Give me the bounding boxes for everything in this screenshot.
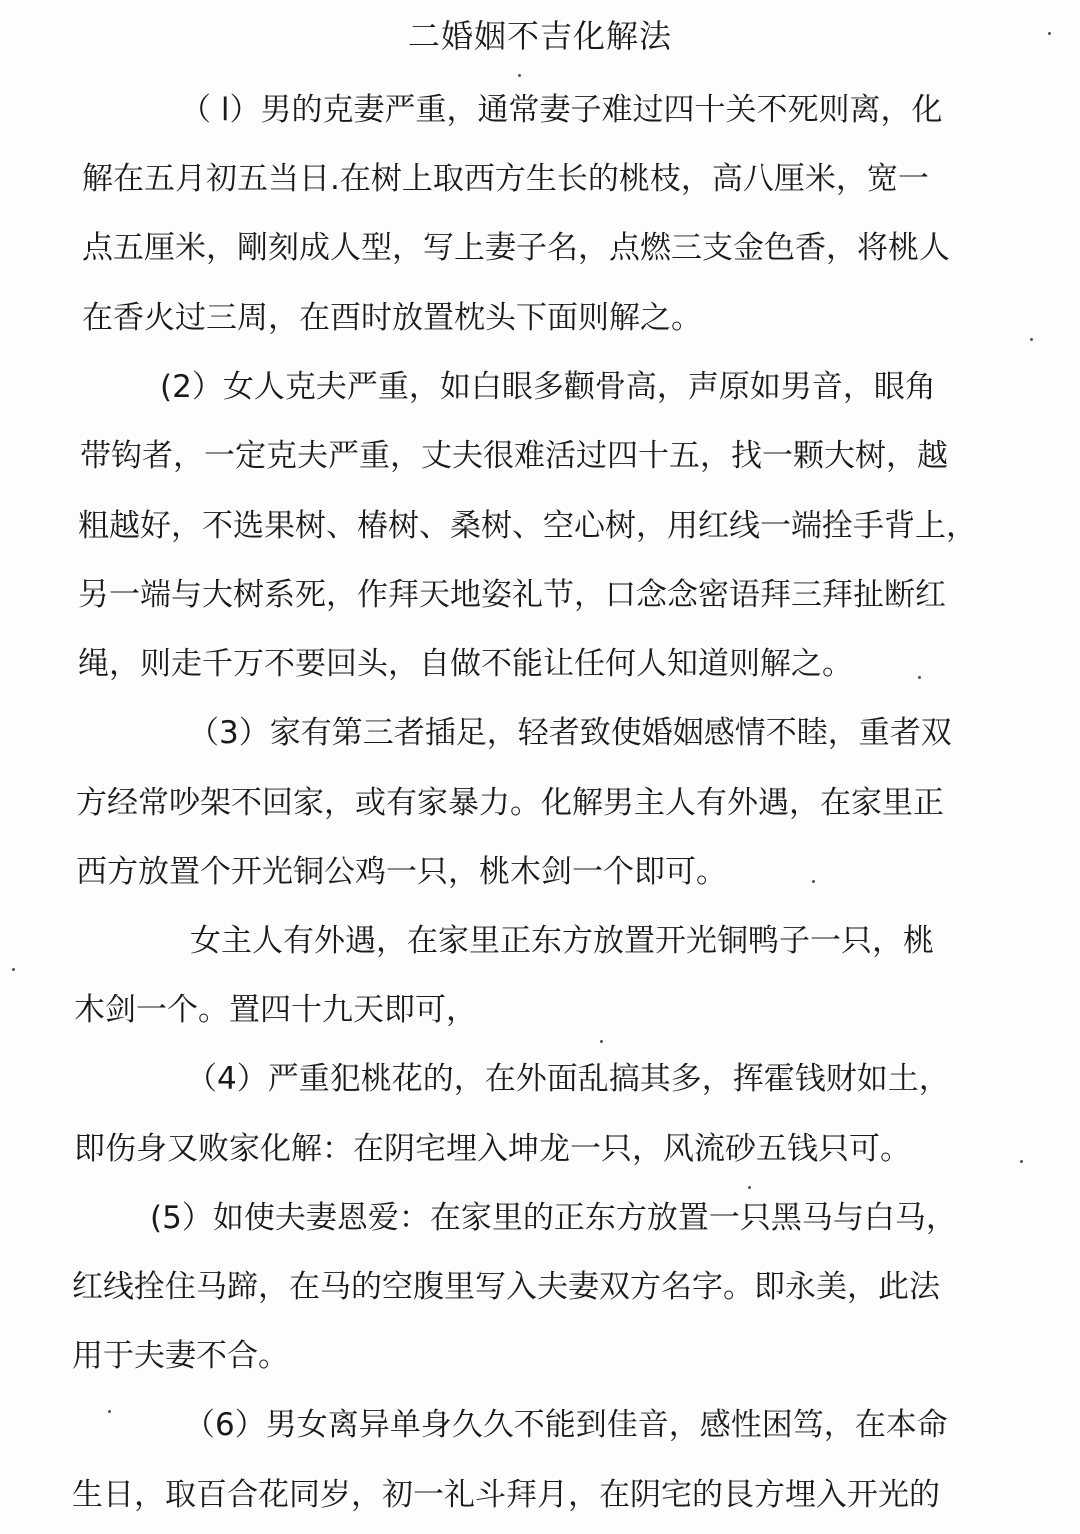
text-line: 带钩者，一定克夫严重，丈夫很难活过四十五，找一颗大树，越 bbox=[80, 438, 948, 474]
text-line: 在香火过三周，在酉时放置枕头下面则解之。 bbox=[82, 300, 702, 336]
text-line: 用于夫妻不合。 bbox=[72, 1338, 289, 1374]
text-line: 西方放置个开光铜公鸡一只，桃木剑一个即可。 bbox=[76, 854, 727, 890]
scan-speck bbox=[518, 74, 521, 77]
scan-speck bbox=[1030, 338, 1033, 341]
text-line: （6）男女离异单身久久不能到佳音，感性困笃，在本命 bbox=[184, 1407, 948, 1443]
text-line: 生日，取百合花同岁，初一礼斗拜月，在阴宅的艮方埋入开光的 bbox=[72, 1477, 940, 1513]
text-line: 方经常吵架不回家，或有家暴力。化解男主人有外遇，在家里正 bbox=[76, 785, 944, 821]
text-line: 粗越好，不选果树、椿树、桑树、空心树，用红线一端拴手背上， bbox=[78, 508, 977, 544]
text-line: 点五厘米，剛刻成人型，写上妻子名，点燃三支金色香，将桃人 bbox=[82, 230, 950, 266]
text-line: 解在五月初五当日.在树上取西方生长的桃枝，高八厘米，宽一 bbox=[82, 161, 929, 197]
text-line: 另一端与大树系死，作拜天地姿礼节，口念念密语拜三拜扯断红 bbox=[78, 577, 946, 613]
scan-speck bbox=[600, 1040, 603, 1043]
text-line: （4）严重犯桃花的，在外面乱搞其多，挥霍钱财如土， bbox=[186, 1061, 950, 1097]
scan-speck bbox=[1020, 1160, 1023, 1163]
scan-speck bbox=[812, 880, 815, 883]
scan-speck bbox=[1048, 32, 1051, 35]
scan-speck bbox=[108, 1410, 111, 1413]
text-line: (5）如使夫妻恩爱：在家里的正东方放置一只黑马与白马， bbox=[150, 1200, 957, 1236]
text-line: 即伤身又败家化解：在阴宅埋入坤龙一只，风流砂五钱只可。 bbox=[74, 1131, 911, 1167]
text-line: 女主人有外遇，在家里正东方放置开光铜鸭子一只，桃 bbox=[190, 923, 934, 959]
document-title: 二婚姻不吉化解法 bbox=[407, 17, 672, 55]
text-line: (2）女人克夫严重，如白眼多颧骨高，声原如男音，眼角 bbox=[160, 369, 936, 405]
scan-speck bbox=[918, 676, 921, 679]
scan-speck bbox=[12, 968, 15, 971]
text-line: 绳，则走千万不要回头，自做不能让任何人知道则解之。 bbox=[78, 646, 853, 682]
text-line: 红线拴住马蹄，在马的空腹里写入夫妻双方名字。即永美，此法 bbox=[72, 1269, 940, 1305]
text-line: （3）家有第三者插足，轻者致使婚姻感情不睦，重者双 bbox=[188, 715, 952, 751]
text-line: 木剑一个。置四十九天即可， bbox=[74, 992, 477, 1028]
scan-speck bbox=[748, 1186, 751, 1189]
text-line: （ l）男的克妻严重，通常妻子难过四十关不死则离，化 bbox=[180, 92, 943, 128]
